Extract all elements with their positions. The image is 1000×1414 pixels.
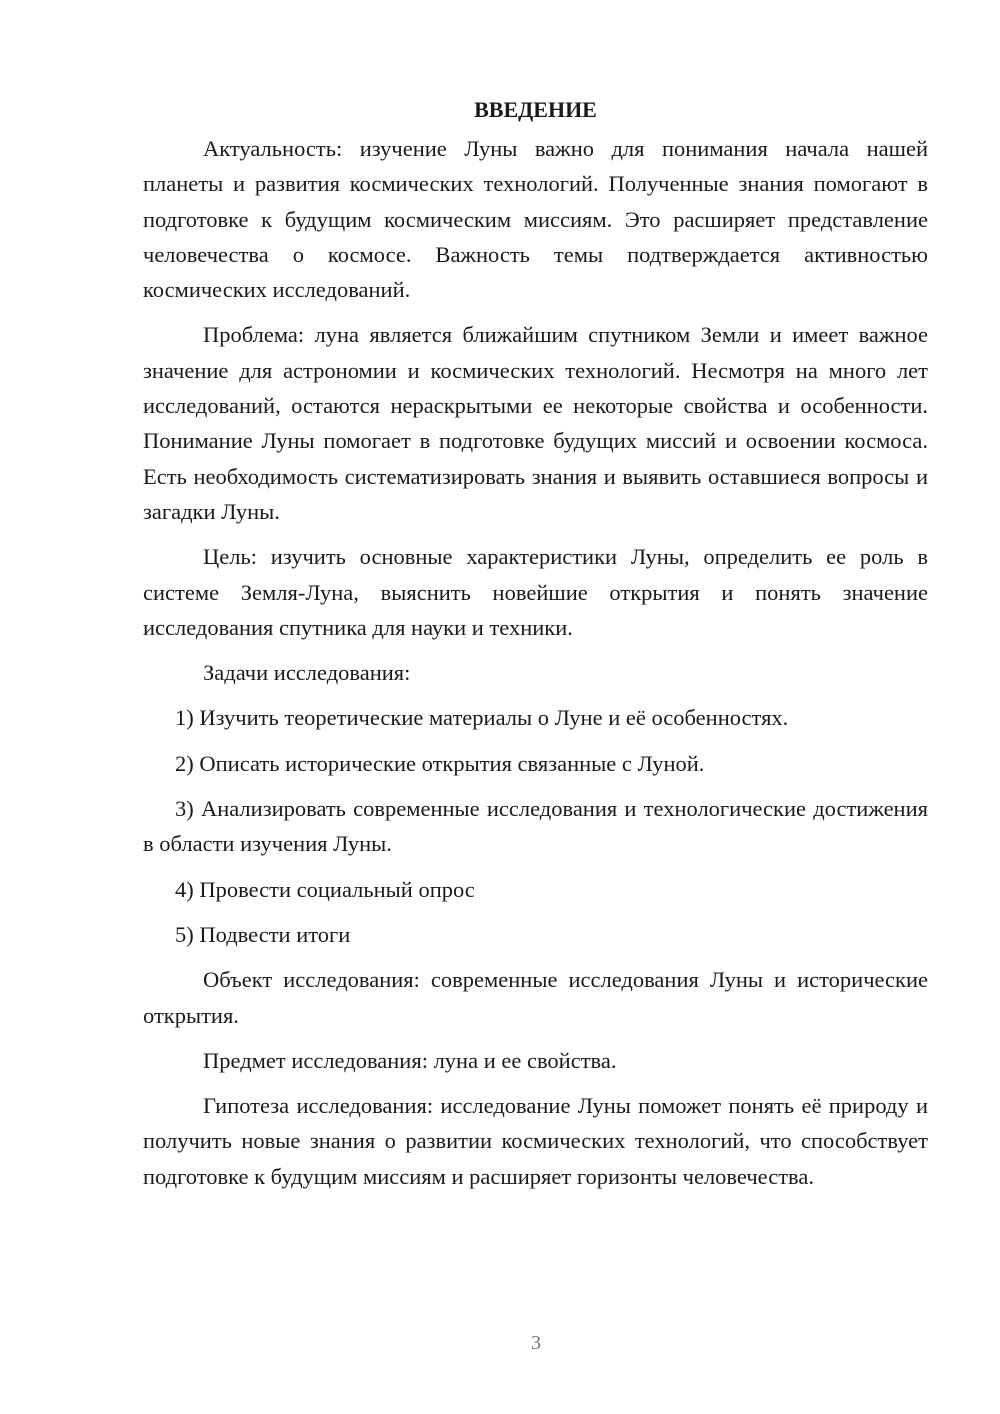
task-item-1: 1) Изучить теоретические материалы о Луне и её особенностях. bbox=[175, 705, 789, 731]
task-item-4: 4) Провести социальный опрос bbox=[175, 876, 475, 902]
paragraph-goal: Цель: изучить основные характеристики Луны, определить ее роль в системе Земля-Луна, выяснить новейшие открытия и понять значение исследования спутника для науки и техники. bbox=[143, 544, 928, 640]
paragraph-relevance: Актуальность: изучение Луны важно для понимания начала нашей планеты и развития космических технологий. Полученные знания помогают в подготовке к будущим космическим миссиям. Это расширяет представление человечества о космосе. Важность темы подтверждается активностью космических исследований. bbox=[143, 136, 928, 303]
task-item-3: 3) Анализировать современные исследования и технологические достижения в области изучения Луны. bbox=[143, 796, 928, 857]
task-item-2: 2) Описать исторические открытия связанные с Луной. bbox=[175, 750, 705, 776]
task-item-5: 5) Подвести итоги bbox=[175, 921, 351, 947]
section-title: ВВЕДЕНИЕ bbox=[474, 97, 597, 122]
paragraph-hypothesis: Гипотеза исследования: исследование Луны поможет понять её природу и получить новые знания о развитии космических технологий, что способствует подготовке к будущим миссиям и расширяет горизонты человечества. bbox=[143, 1093, 928, 1189]
paragraph-subject: Предмет исследования: луна и ее свойства. bbox=[203, 1047, 617, 1073]
page-content bbox=[143, 92, 928, 1204]
paragraph-problem: Проблема: луна является ближайшим спутником Земли и имеет важное значение для астрономии и космических технологий. Несмотря на много лет исследований, остаются нераскрытыми ее некоторые свойства и особенности. Понимание Луны помогает в подготовке будущих миссий и освоении космоса. Есть необходимость систематизировать знания и выявить оставшиеся вопросы и загадки Луны. bbox=[143, 322, 928, 524]
paragraph-object: Объект исследования: современные исследования Луны и исторические открытия. bbox=[143, 967, 928, 1028]
page-number: 3 bbox=[531, 1332, 541, 1354]
paragraph-tasks-heading: Задачи исследования: bbox=[203, 660, 411, 686]
